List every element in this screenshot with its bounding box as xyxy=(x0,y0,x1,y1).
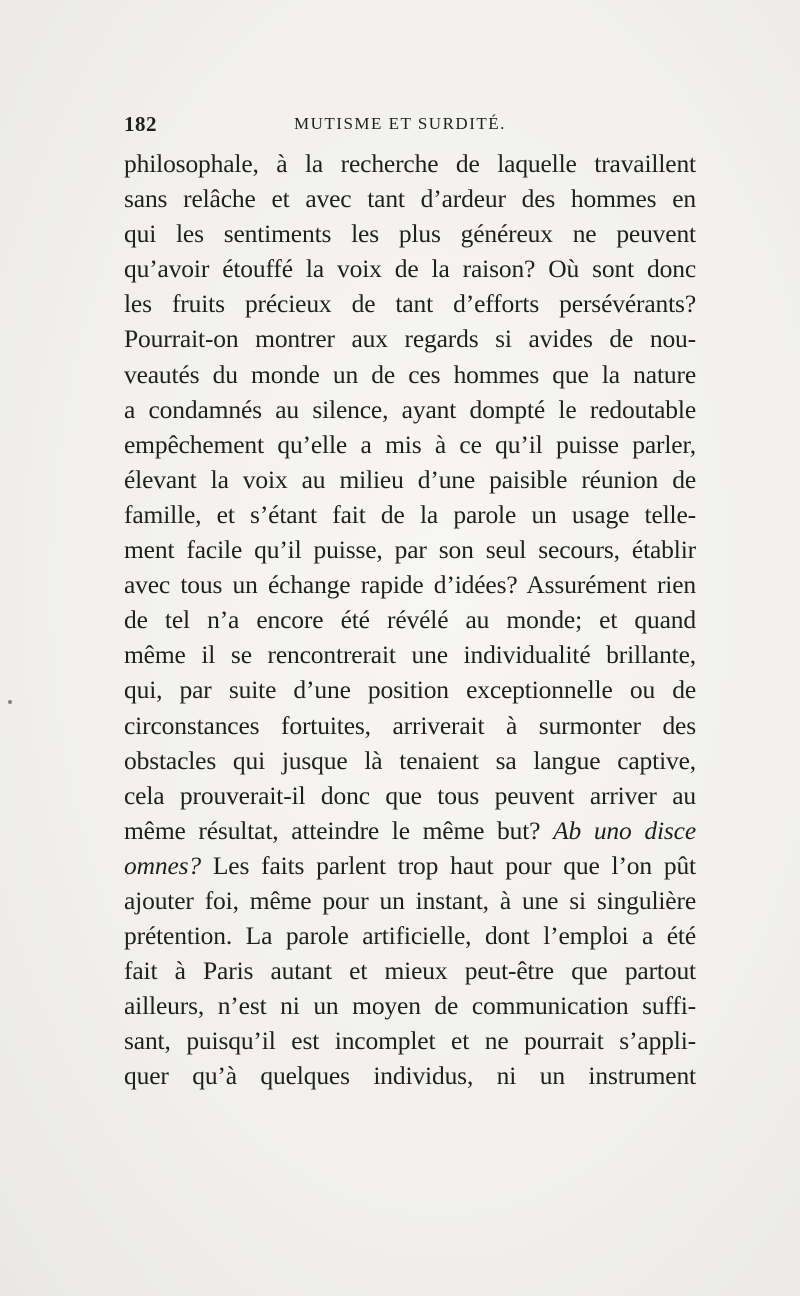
text-segment: Les faits parlent trop haut pour que l’on pût xyxy=(201,850,696,880)
text-segment: les fruits précieux de tant d’efforts persévérants? xyxy=(124,289,696,319)
print-speck xyxy=(8,700,12,704)
text-segment: ajouter foi, même pour un instant, à une si singulière xyxy=(124,885,696,915)
text-line xyxy=(124,672,696,707)
text-line xyxy=(124,181,696,216)
text-segment: Pourrait-on montrer aux regards si avides de nou- xyxy=(124,324,696,354)
text-line xyxy=(124,918,696,953)
text-line xyxy=(124,462,696,497)
text-segment: qui les sentiments les plus généreux ne peuvent xyxy=(124,219,696,249)
text-line xyxy=(124,286,696,321)
text-line xyxy=(124,532,696,567)
text-segment: veautés du monde un de ces hommes que la nature xyxy=(124,359,696,389)
text-segment: qui, par suite d’une position exceptionnelle ou de xyxy=(124,675,696,705)
text-segment: de tel n’a encore été révélé au monde; et quand xyxy=(124,605,696,635)
text-segment: sans relâche et avec tant d’ardeur des hommes en xyxy=(124,184,696,214)
text-line xyxy=(124,216,696,251)
text-segment: circonstances fortuites, arriverait à surmonter des xyxy=(124,710,696,740)
text-segment: même résultat, atteindre le même but? xyxy=(124,815,554,845)
text-line xyxy=(124,813,696,848)
text-line xyxy=(124,1023,696,1058)
page-number: 182 xyxy=(124,112,157,136)
text-segment: qu’avoir étouffé la voix de la raison? Où sont donc xyxy=(124,254,696,284)
text-line xyxy=(124,321,696,356)
text-segment: fait à Paris autant et mieux peut-être que partout xyxy=(124,956,696,986)
italic-text: omnes? xyxy=(124,850,202,880)
text-segment: même il se rencontrerait une individualité brillante, xyxy=(124,640,696,670)
text-line xyxy=(124,778,696,813)
text-segment: famille, et s’étant fait de la parole un usage telle- xyxy=(124,499,696,529)
text-segment: a condamnés au silence, ayant dompté le redoutable xyxy=(124,394,696,424)
text-line xyxy=(124,708,696,743)
text-segment: empêchement qu’elle a mis à ce qu’il puisse parler, xyxy=(124,429,696,459)
page-header xyxy=(124,112,696,142)
text-segment: obstacles qui jusque là tenaient sa langue captive, xyxy=(124,745,696,775)
text-segment: philosophale, à la recherche de laquelle travaillent xyxy=(124,149,696,178)
text-segment: ment facile qu’il puisse, par son seul secours, établir xyxy=(124,535,696,565)
text-line xyxy=(124,637,696,672)
text-line xyxy=(124,1058,696,1093)
text-line xyxy=(124,146,696,181)
text-line xyxy=(124,883,696,918)
text-segment: prétention. La parole artificielle, dont l’emploi a été xyxy=(124,921,696,951)
text-segment: ailleurs, n’est ni un moyen de communication suffi- xyxy=(124,991,696,1021)
text-line xyxy=(124,848,696,883)
text-line xyxy=(124,427,696,462)
text-line xyxy=(124,602,696,637)
text-line xyxy=(124,988,696,1023)
running-title: MUTISME ET SURDITÉ. xyxy=(294,114,506,133)
text-segment: avec tous un échange rapide d’idées? Assurément rien xyxy=(124,570,696,600)
italic-text: Ab uno disce xyxy=(553,815,696,845)
text-line xyxy=(124,567,696,602)
text-line xyxy=(124,743,696,778)
body-text xyxy=(124,146,696,1094)
text-segment: cela prouverait-il donc que tous peuvent arriver au xyxy=(124,780,696,810)
text-line xyxy=(124,392,696,427)
text-segment: sant, puisqu’il est incomplet et ne pourrait s’appli- xyxy=(124,1026,696,1056)
text-segment: quer qu’à quelques individus, ni un instrument xyxy=(124,1061,696,1091)
text-segment: élevant la voix au milieu d’une paisible réunion de xyxy=(124,464,696,494)
text-line xyxy=(124,497,696,532)
text-line xyxy=(124,953,696,988)
text-line xyxy=(124,357,696,392)
text-line xyxy=(124,251,696,286)
